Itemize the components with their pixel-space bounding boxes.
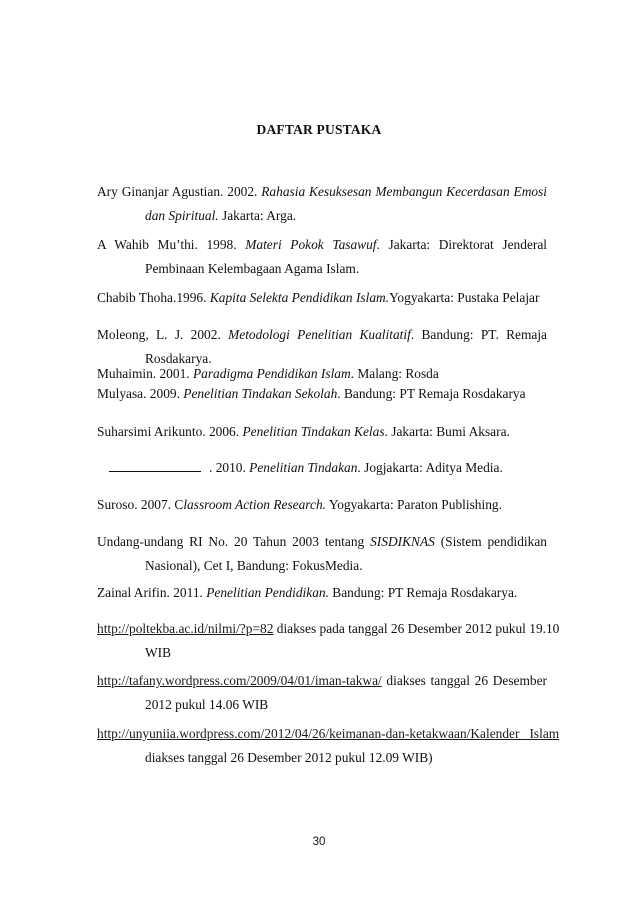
reference-item: . 2010. Penelitian Tindakan. Jogjakarta: Aditya Media. bbox=[97, 456, 547, 480]
reference-item: Muhaimin. 2001. Paradigma Pendidikan Islam. Malang: Rosda bbox=[97, 366, 439, 381]
reference-item: Undang-undang RI No. 20 Tahun 2003 tentang SISDIKNAS (Sistem pendidikan Nasional), Cet I, Bandung: FokusMedia. bbox=[97, 534, 547, 573]
reference-item: http://poltekba.ac.id/nilmi/?p=82 diakses pada tanggal 26 Desember 2012 pukul 19.10 WIB bbox=[97, 621, 560, 660]
reference-item: Chabib Thoha.1996. Kapita Selekta Pendidikan Islam.Yogyakarta: Pustaka Pelajar bbox=[97, 290, 540, 305]
reference-item: http://tafany.wordpress.com/2009/04/01/iman-takwa/ diakses tanggal 26 Desember 2012 pukul 14.06 WIB bbox=[97, 673, 547, 712]
reference-item: Mulyasa. 2009. Penelitian Tindakan Sekolah. Bandung: PT Remaja Rosdakarya bbox=[97, 386, 526, 401]
reference-item: Moleong, L. J. 2002. Metodologi Penelitian Kualitatif. Bandung: PT. Remaja Rosdakarya. bbox=[97, 327, 547, 366]
reference-item: Suroso. 2007. Classroom Action Research. Yogyakarta: Paraton Publishing. bbox=[97, 497, 502, 512]
page-title: DAFTAR PUSTAKA bbox=[256, 122, 382, 137]
reference-link[interactable]: http://unyuniia.wordpress.com/2012/04/26/keimanan-dan-ketakwaan/Kalender Islam bbox=[97, 726, 560, 741]
reference-link[interactable]: http://poltekba.ac.id/nilmi/?p=82 bbox=[97, 621, 274, 636]
reference-item: Suharsimi Arikunto. 2006. Penelitian Tindakan Kelas. Jakarta: Bumi Aksara. bbox=[97, 424, 510, 439]
page-number: 30 bbox=[312, 836, 326, 848]
author-repeat-line bbox=[109, 461, 201, 472]
reference-link[interactable]: http://tafany.wordpress.com/2009/04/01/iman-takwa/ bbox=[97, 673, 382, 688]
reference-item: http://unyuniia.wordpress.com/2012/04/26/keimanan-dan-ketakwaan/Kalender Islam diakses tanggal 26 Desember 2012 pukul 12.09 WIB) bbox=[97, 726, 560, 765]
reference-item: Ary Ginanjar Agustian. 2002. Rahasia Kesuksesan Membangun Kecerdasan Emosi dan Spiritual. Jakarta: Arga. bbox=[97, 184, 547, 223]
reference-item: A Wahib Mu’thi. 1998. Materi Pokok Tasawuf. Jakarta: Direktorat Jenderal Pembinaan Kelembagaan Agama Islam. bbox=[97, 237, 548, 276]
reference-item: Zainal Arifin. 2011. Penelitian Pendidikan. Bandung: PT Remaja Rosdakarya. bbox=[97, 585, 518, 600]
